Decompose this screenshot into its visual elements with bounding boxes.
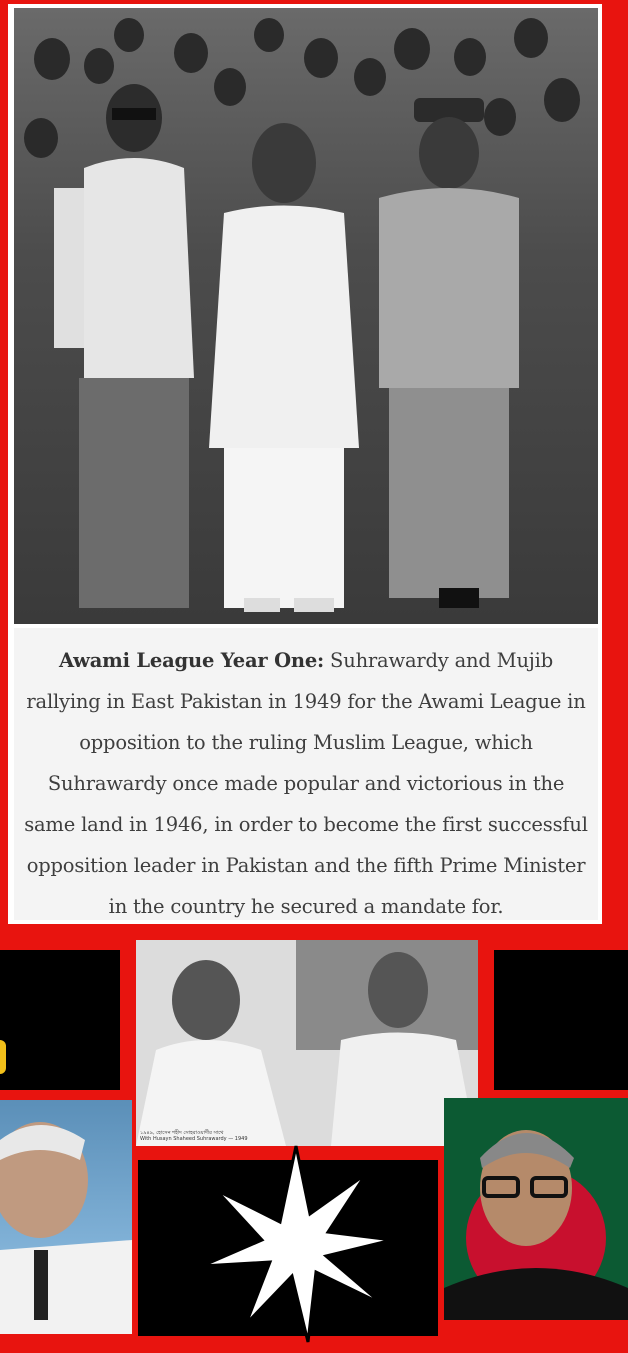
portrait-left (0, 1100, 132, 1334)
caption-body: Suhrawardy and Mujib rallying in East Pakistan in 1949 for the Awami League in opposition to the ruling Muslim League, which Suhrawardy once made popular and victorious in the same land in 1946, in order to become the first successful opposition leader in Pakistan and the fifth Prime Minister in the country he secured a mandate for. (24, 649, 588, 918)
starburst-shape (196, 1144, 396, 1344)
right-figure (354, 98, 534, 618)
duo-photo-caption (140, 1130, 248, 1142)
duo-caption-english: With Husayn Shaheed Suhrawardy — 1949 (140, 1136, 248, 1142)
left-figure (24, 78, 204, 618)
caption-area (14, 628, 598, 920)
duo-photo (136, 940, 478, 1146)
rally-photo (14, 8, 598, 624)
caption-heading: Awami League Year One: (59, 649, 325, 672)
yellow-shape (0, 1040, 6, 1074)
portrait-right (444, 1098, 628, 1320)
black-panel-left (0, 950, 120, 1090)
duo-caption-bengali: ১৯৪৯, হোসেন শহীদ সোহরাওয়ার্দীর সাথে (140, 1130, 224, 1136)
black-panel-right (494, 950, 628, 1090)
photo-caption (20, 640, 592, 927)
